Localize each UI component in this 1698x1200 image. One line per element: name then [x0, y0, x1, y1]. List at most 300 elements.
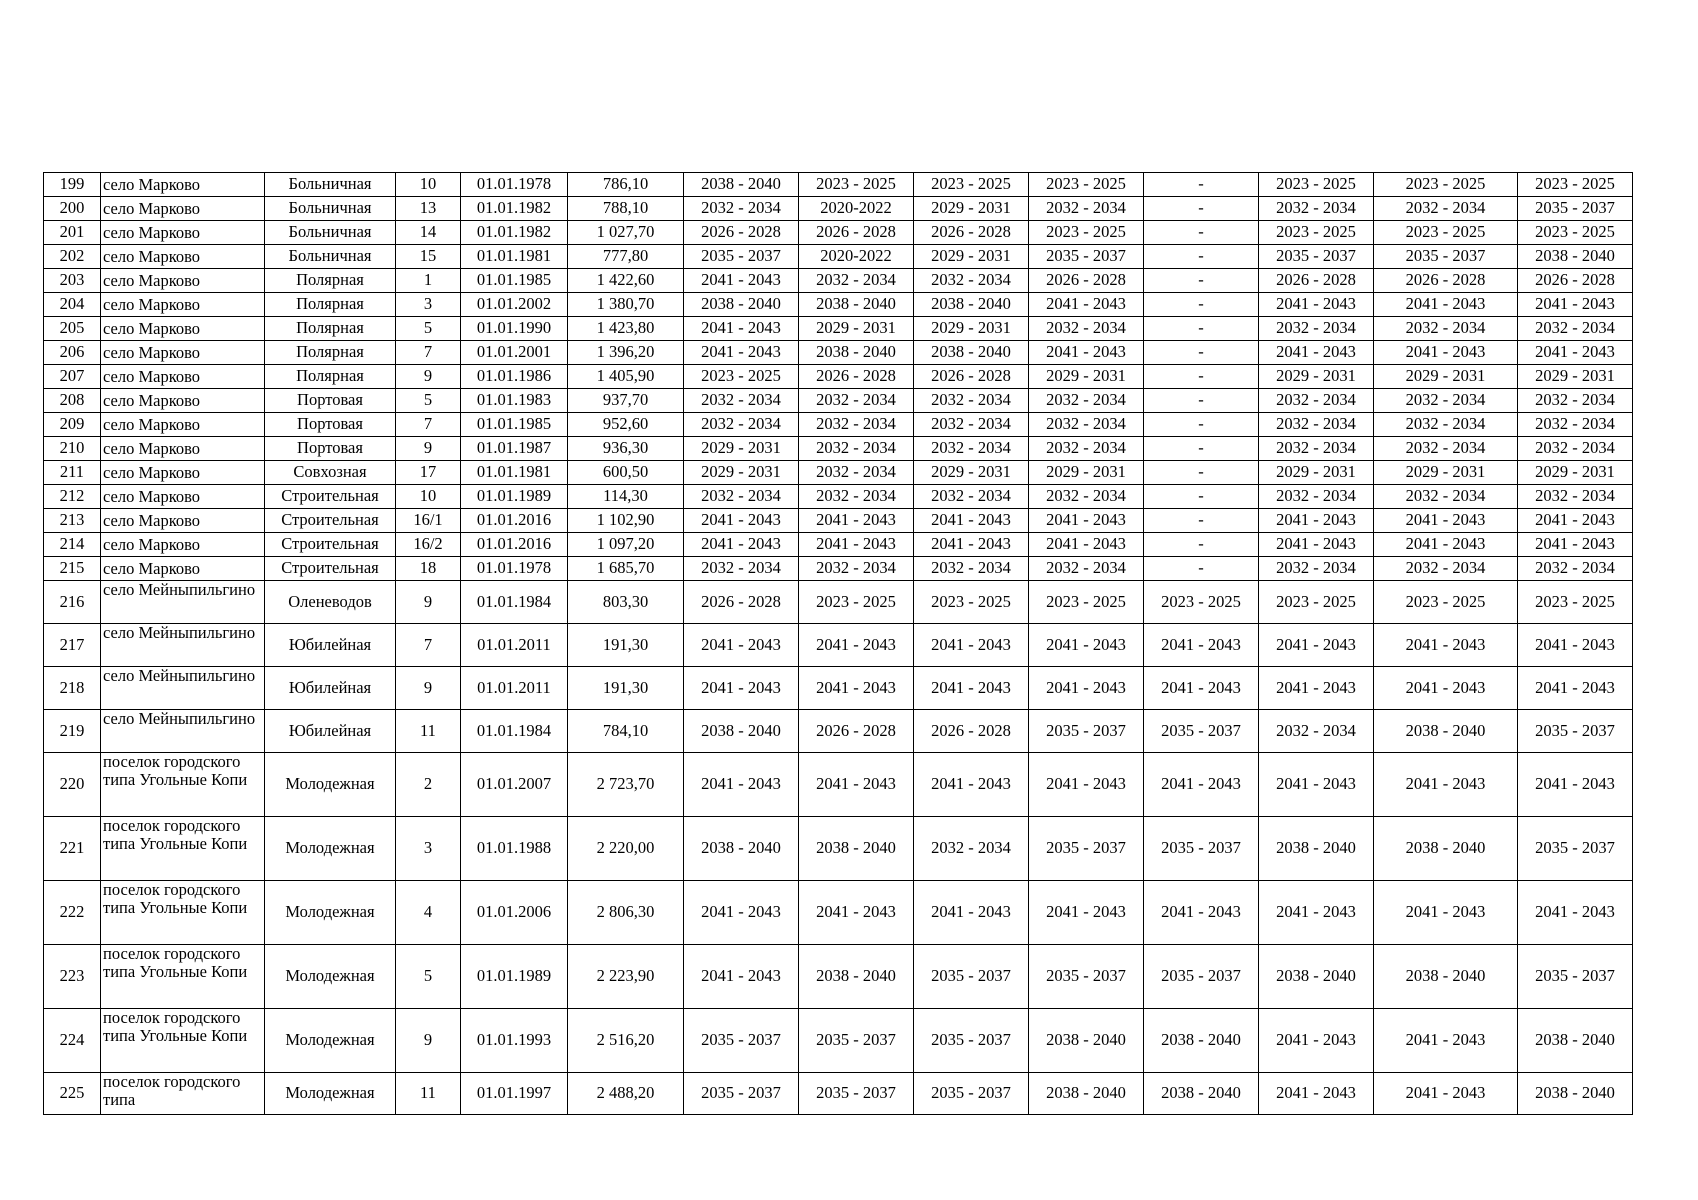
row-number-cell: 211	[44, 461, 101, 485]
area-cell: 1 027,70	[568, 221, 684, 245]
table-row	[44, 753, 1633, 817]
housing-repair-schedule-table	[43, 172, 1633, 1115]
repair-period-cell: 2035 - 2037	[914, 945, 1029, 1009]
repair-period-cell: 2041 - 2043	[1259, 624, 1374, 667]
repair-period-cell: 2038 - 2040	[1518, 1073, 1633, 1115]
row-number-cell: 200	[44, 197, 101, 221]
house-number-cell: 7	[396, 413, 461, 437]
repair-period-cell: 2041 - 2043	[1518, 293, 1633, 317]
repair-period-cell: 2032 - 2034	[1029, 197, 1144, 221]
repair-period-cell: 2029 - 2031	[684, 437, 799, 461]
row-number-cell: 208	[44, 389, 101, 413]
repair-period-cell: 2041 - 2043	[799, 509, 914, 533]
repair-period-cell: 2035 - 2037	[1144, 817, 1259, 881]
repair-period-cell: 2023 - 2025	[1029, 221, 1144, 245]
repair-period-cell: 2029 - 2031	[684, 461, 799, 485]
row-number-cell: 223	[44, 945, 101, 1009]
repair-period-cell: 2032 - 2034	[1029, 413, 1144, 437]
repair-period-cell: 2032 - 2034	[1259, 317, 1374, 341]
street-cell: Строительная	[265, 557, 396, 581]
repair-period-cell: 2026 - 2028	[1374, 269, 1518, 293]
commissioning-date-cell: 01.01.1986	[461, 365, 568, 389]
table-row	[44, 317, 1633, 341]
repair-period-cell: 2032 - 2034	[799, 389, 914, 413]
repair-period-cell: 2041 - 2043	[1518, 341, 1633, 365]
repair-period-cell: 2023 - 2025	[1374, 173, 1518, 197]
repair-period-cell: 2035 - 2037	[1029, 710, 1144, 753]
repair-period-cell: 2038 - 2040	[799, 293, 914, 317]
house-number-cell: 15	[396, 245, 461, 269]
repair-period-cell: 2023 - 2025	[684, 365, 799, 389]
commissioning-date-cell: 01.01.1984	[461, 710, 568, 753]
repair-period-cell: 2041 - 2043	[684, 533, 799, 557]
repair-period-cell: 2041 - 2043	[684, 667, 799, 710]
settlement-cell: село Марково	[101, 245, 265, 269]
repair-period-cell: 2041 - 2043	[799, 533, 914, 557]
repair-period-cell: 2041 - 2043	[914, 624, 1029, 667]
repair-period-cell: 2041 - 2043	[1374, 509, 1518, 533]
settlement-cell: село Марково	[101, 557, 265, 581]
repair-period-cell: 2035 - 2037	[914, 1073, 1029, 1115]
table-row	[44, 173, 1633, 197]
table-row	[44, 221, 1633, 245]
repair-period-cell: 2032 - 2034	[1029, 389, 1144, 413]
area-cell: 777,80	[568, 245, 684, 269]
area-cell: 788,10	[568, 197, 684, 221]
street-cell: Строительная	[265, 533, 396, 557]
row-number-cell: 213	[44, 509, 101, 533]
commissioning-date-cell: 01.01.2006	[461, 881, 568, 945]
repair-period-cell: 2032 - 2034	[1518, 485, 1633, 509]
area-cell: 784,10	[568, 710, 684, 753]
repair-period-cell: 2020-2022	[799, 197, 914, 221]
repair-period-cell: -	[1144, 317, 1259, 341]
street-cell: Оленеводов	[265, 581, 396, 624]
house-number-cell: 5	[396, 317, 461, 341]
repair-period-cell: 2041 - 2043	[1374, 533, 1518, 557]
repair-period-cell: 2023 - 2025	[1259, 221, 1374, 245]
repair-period-cell: 2041 - 2043	[1029, 624, 1144, 667]
commissioning-date-cell: 01.01.1983	[461, 389, 568, 413]
repair-period-cell: 2032 - 2034	[799, 413, 914, 437]
repair-period-cell: 2041 - 2043	[684, 881, 799, 945]
repair-period-cell: 2032 - 2034	[799, 485, 914, 509]
street-cell: Юбилейная	[265, 667, 396, 710]
repair-period-cell: 2038 - 2040	[1029, 1009, 1144, 1073]
area-cell: 1 422,60	[568, 269, 684, 293]
row-number-cell: 214	[44, 533, 101, 557]
settlement-cell: село Марково	[101, 317, 265, 341]
table-row	[44, 557, 1633, 581]
repair-period-cell: 2035 - 2037	[1518, 197, 1633, 221]
repair-period-cell: 2029 - 2031	[914, 245, 1029, 269]
repair-period-cell: 2032 - 2034	[684, 389, 799, 413]
repair-period-cell: 2032 - 2034	[684, 413, 799, 437]
house-number-cell: 9	[396, 1009, 461, 1073]
repair-period-cell: 2023 - 2025	[914, 173, 1029, 197]
repair-period-cell: 2038 - 2040	[1518, 245, 1633, 269]
repair-period-cell: 2029 - 2031	[914, 461, 1029, 485]
repair-period-cell: 2041 - 2043	[914, 533, 1029, 557]
area-cell: 803,30	[568, 581, 684, 624]
repair-period-cell: 2038 - 2040	[684, 293, 799, 317]
repair-period-cell: 2041 - 2043	[684, 269, 799, 293]
repair-period-cell: 2032 - 2034	[1029, 557, 1144, 581]
commissioning-date-cell: 01.01.1988	[461, 817, 568, 881]
repair-period-cell: 2041 - 2043	[1518, 881, 1633, 945]
house-number-cell: 16/1	[396, 509, 461, 533]
repair-period-cell: 2041 - 2043	[1029, 667, 1144, 710]
repair-period-cell: 2023 - 2025	[799, 581, 914, 624]
repair-period-cell: 2035 - 2037	[1259, 245, 1374, 269]
house-number-cell: 11	[396, 710, 461, 753]
repair-period-cell: 2026 - 2028	[1518, 269, 1633, 293]
house-number-cell: 2	[396, 753, 461, 817]
repair-period-cell: 2029 - 2031	[1518, 365, 1633, 389]
repair-period-cell: 2035 - 2037	[1144, 710, 1259, 753]
repair-period-cell: 2032 - 2034	[1518, 389, 1633, 413]
repair-period-cell: 2041 - 2043	[914, 753, 1029, 817]
house-number-cell: 7	[396, 341, 461, 365]
street-cell: Больничная	[265, 197, 396, 221]
row-number-cell: 210	[44, 437, 101, 461]
repair-period-cell: 2038 - 2040	[1029, 1073, 1144, 1115]
repair-period-cell: 2032 - 2034	[1259, 485, 1374, 509]
row-number-cell: 215	[44, 557, 101, 581]
repair-period-cell: -	[1144, 173, 1259, 197]
repair-period-cell: 2023 - 2025	[1259, 581, 1374, 624]
repair-period-cell: 2035 - 2037	[1518, 817, 1633, 881]
area-cell: 936,30	[568, 437, 684, 461]
repair-period-cell: 2029 - 2031	[1374, 461, 1518, 485]
settlement-cell: село Мейныпильгино	[101, 581, 265, 624]
commissioning-date-cell: 01.01.1985	[461, 269, 568, 293]
area-cell: 952,60	[568, 413, 684, 437]
area-cell: 937,70	[568, 389, 684, 413]
repair-period-cell: 2038 - 2040	[684, 817, 799, 881]
repair-period-cell: 2041 - 2043	[684, 317, 799, 341]
repair-period-cell: 2041 - 2043	[1374, 1073, 1518, 1115]
commissioning-date-cell: 01.01.2016	[461, 509, 568, 533]
repair-period-cell: 2023 - 2025	[1259, 173, 1374, 197]
area-cell: 600,50	[568, 461, 684, 485]
commissioning-date-cell: 01.01.2016	[461, 533, 568, 557]
repair-period-cell: 2035 - 2037	[799, 1073, 914, 1115]
settlement-cell: поселок городского типа Угольные Копи	[101, 753, 265, 817]
commissioning-date-cell: 01.01.1990	[461, 317, 568, 341]
house-number-cell: 9	[396, 365, 461, 389]
repair-period-cell: 2032 - 2034	[1374, 437, 1518, 461]
settlement-cell: село Марково	[101, 389, 265, 413]
repair-period-cell: 2041 - 2043	[1259, 293, 1374, 317]
repair-period-cell: 2038 - 2040	[1259, 817, 1374, 881]
table-row	[44, 461, 1633, 485]
repair-period-cell: 2023 - 2025	[1518, 173, 1633, 197]
repair-period-cell: 2041 - 2043	[1374, 667, 1518, 710]
street-cell: Больничная	[265, 221, 396, 245]
area-cell: 191,30	[568, 667, 684, 710]
area-cell: 1 685,70	[568, 557, 684, 581]
repair-period-cell: 2020-2022	[799, 245, 914, 269]
settlement-cell: село Мейныпильгино	[101, 710, 265, 753]
repair-period-cell: 2023 - 2025	[799, 173, 914, 197]
repair-period-cell: -	[1144, 365, 1259, 389]
repair-period-cell: 2032 - 2034	[1259, 197, 1374, 221]
repair-period-cell: 2032 - 2034	[1374, 197, 1518, 221]
repair-period-cell: 2032 - 2034	[1029, 317, 1144, 341]
house-number-cell: 5	[396, 389, 461, 413]
repair-period-cell: 2032 - 2034	[1259, 389, 1374, 413]
repair-period-cell: 2026 - 2028	[799, 365, 914, 389]
repair-period-cell: 2035 - 2037	[684, 245, 799, 269]
table-row	[44, 817, 1633, 881]
repair-period-cell: 2041 - 2043	[1144, 667, 1259, 710]
repair-period-cell: 2035 - 2037	[1029, 945, 1144, 1009]
repair-period-cell: 2029 - 2031	[1374, 365, 1518, 389]
table-row	[44, 881, 1633, 945]
repair-period-cell: 2029 - 2031	[799, 317, 914, 341]
repair-period-cell: -	[1144, 533, 1259, 557]
settlement-cell: село Марково	[101, 485, 265, 509]
area-cell: 1 423,80	[568, 317, 684, 341]
commissioning-date-cell: 01.01.2011	[461, 667, 568, 710]
table-row	[44, 269, 1633, 293]
repair-period-cell: 2029 - 2031	[914, 317, 1029, 341]
repair-period-cell: 2038 - 2040	[1374, 710, 1518, 753]
settlement-cell: поселок городского типа Угольные Копи	[101, 817, 265, 881]
area-cell: 2 223,90	[568, 945, 684, 1009]
repair-period-cell: 2029 - 2031	[1259, 461, 1374, 485]
area-cell: 114,30	[568, 485, 684, 509]
table-row	[44, 365, 1633, 389]
repair-period-cell: 2032 - 2034	[799, 269, 914, 293]
commissioning-date-cell: 01.01.1981	[461, 245, 568, 269]
repair-period-cell: 2041 - 2043	[1029, 293, 1144, 317]
repair-period-cell: 2041 - 2043	[1259, 753, 1374, 817]
settlement-cell: село Марково	[101, 221, 265, 245]
repair-period-cell: 2032 - 2034	[684, 557, 799, 581]
repair-period-cell: -	[1144, 557, 1259, 581]
repair-period-cell: 2035 - 2037	[1374, 245, 1518, 269]
house-number-cell: 16/2	[396, 533, 461, 557]
table-row	[44, 945, 1633, 1009]
repair-period-cell: -	[1144, 437, 1259, 461]
repair-period-cell: -	[1144, 509, 1259, 533]
row-number-cell: 202	[44, 245, 101, 269]
row-number-cell: 204	[44, 293, 101, 317]
repair-period-cell: 2035 - 2037	[1518, 710, 1633, 753]
repair-period-cell: 2041 - 2043	[799, 667, 914, 710]
repair-period-cell: -	[1144, 413, 1259, 437]
repair-period-cell: 2038 - 2040	[799, 817, 914, 881]
settlement-cell: село Марково	[101, 509, 265, 533]
repair-period-cell: 2041 - 2043	[684, 341, 799, 365]
commissioning-date-cell: 01.01.1984	[461, 581, 568, 624]
street-cell: Строительная	[265, 485, 396, 509]
repair-period-cell: 2035 - 2037	[684, 1073, 799, 1115]
repair-period-cell: 2038 - 2040	[684, 173, 799, 197]
commissioning-date-cell: 01.01.1978	[461, 173, 568, 197]
repair-period-cell: 2023 - 2025	[1374, 581, 1518, 624]
street-cell: Молодежная	[265, 1009, 396, 1073]
repair-period-cell: 2041 - 2043	[799, 881, 914, 945]
repair-period-cell: 2032 - 2034	[1518, 317, 1633, 341]
commissioning-date-cell: 01.01.2001	[461, 341, 568, 365]
street-cell: Молодежная	[265, 881, 396, 945]
repair-period-cell: 2029 - 2031	[1518, 461, 1633, 485]
repair-period-cell: 2032 - 2034	[1374, 557, 1518, 581]
repair-period-cell: 2029 - 2031	[914, 197, 1029, 221]
commissioning-date-cell: 01.01.2002	[461, 293, 568, 317]
repair-period-cell: 2029 - 2031	[1029, 461, 1144, 485]
repair-period-cell: 2023 - 2025	[1518, 221, 1633, 245]
repair-period-cell: 2023 - 2025	[1374, 221, 1518, 245]
repair-period-cell: 2041 - 2043	[914, 509, 1029, 533]
settlement-cell: село Марково	[101, 197, 265, 221]
table-row	[44, 533, 1633, 557]
house-number-cell: 11	[396, 1073, 461, 1115]
table-row	[44, 710, 1633, 753]
street-cell: Юбилейная	[265, 710, 396, 753]
repair-period-cell: 2035 - 2037	[1144, 945, 1259, 1009]
table-row	[44, 667, 1633, 710]
repair-period-cell: 2038 - 2040	[684, 710, 799, 753]
settlement-cell: село Марково	[101, 173, 265, 197]
row-number-cell: 212	[44, 485, 101, 509]
repair-period-cell: 2026 - 2028	[1029, 269, 1144, 293]
repair-period-cell: -	[1144, 485, 1259, 509]
commissioning-date-cell: 01.01.1993	[461, 1009, 568, 1073]
repair-period-cell: 2032 - 2034	[799, 437, 914, 461]
repair-period-cell: 2035 - 2037	[1518, 945, 1633, 1009]
street-cell: Портовая	[265, 437, 396, 461]
repair-period-cell: 2032 - 2034	[1259, 710, 1374, 753]
house-number-cell: 10	[396, 173, 461, 197]
repair-period-cell: -	[1144, 293, 1259, 317]
commissioning-date-cell: 01.01.1982	[461, 221, 568, 245]
table-row	[44, 293, 1633, 317]
row-number-cell: 221	[44, 817, 101, 881]
area-cell: 191,30	[568, 624, 684, 667]
repair-period-cell: 2041 - 2043	[1518, 753, 1633, 817]
repair-period-cell: 2032 - 2034	[914, 817, 1029, 881]
table-body	[44, 173, 1633, 1115]
repair-period-cell: 2026 - 2028	[1259, 269, 1374, 293]
settlement-cell: село Марково	[101, 461, 265, 485]
repair-period-cell: 2023 - 2025	[1144, 581, 1259, 624]
house-number-cell: 9	[396, 667, 461, 710]
repair-period-cell: 2032 - 2034	[914, 269, 1029, 293]
repair-period-cell: 2023 - 2025	[1029, 581, 1144, 624]
street-cell: Молодежная	[265, 1073, 396, 1115]
commissioning-date-cell: 01.01.2007	[461, 753, 568, 817]
repair-period-cell: 2038 - 2040	[914, 341, 1029, 365]
repair-period-cell: 2026 - 2028	[799, 710, 914, 753]
repair-period-cell: 2029 - 2031	[1029, 365, 1144, 389]
repair-period-cell: 2038 - 2040	[1374, 817, 1518, 881]
repair-period-cell: 2041 - 2043	[1259, 509, 1374, 533]
area-cell: 1 396,20	[568, 341, 684, 365]
table-row	[44, 509, 1633, 533]
repair-period-cell: 2038 - 2040	[799, 341, 914, 365]
area-cell: 2 806,30	[568, 881, 684, 945]
repair-period-cell: 2026 - 2028	[799, 221, 914, 245]
repair-period-cell: 2035 - 2037	[799, 1009, 914, 1073]
repair-period-cell: 2041 - 2043	[1259, 667, 1374, 710]
repair-period-cell: 2032 - 2034	[684, 197, 799, 221]
repair-period-cell: -	[1144, 269, 1259, 293]
house-number-cell: 4	[396, 881, 461, 945]
repair-period-cell: 2041 - 2043	[1259, 533, 1374, 557]
repair-period-cell: 2029 - 2031	[1259, 365, 1374, 389]
repair-period-cell: 2041 - 2043	[1029, 509, 1144, 533]
repair-period-cell: 2032 - 2034	[684, 485, 799, 509]
row-number-cell: 218	[44, 667, 101, 710]
row-number-cell: 224	[44, 1009, 101, 1073]
repair-period-cell: 2032 - 2034	[1374, 413, 1518, 437]
street-cell: Полярная	[265, 317, 396, 341]
settlement-cell: село Мейныпильгино	[101, 624, 265, 667]
repair-period-cell: 2032 - 2034	[1259, 413, 1374, 437]
settlement-cell: село Марково	[101, 365, 265, 389]
repair-period-cell: 2023 - 2025	[1029, 173, 1144, 197]
repair-period-cell: 2032 - 2034	[1518, 557, 1633, 581]
repair-period-cell: 2026 - 2028	[684, 581, 799, 624]
street-cell: Молодежная	[265, 945, 396, 1009]
house-number-cell: 10	[396, 485, 461, 509]
area-cell: 786,10	[568, 173, 684, 197]
repair-period-cell: -	[1144, 461, 1259, 485]
repair-period-cell: 2041 - 2043	[1374, 753, 1518, 817]
repair-period-cell: 2032 - 2034	[1374, 485, 1518, 509]
area-cell: 1 405,90	[568, 365, 684, 389]
row-number-cell: 222	[44, 881, 101, 945]
repair-period-cell: 2023 - 2025	[914, 581, 1029, 624]
repair-period-cell: -	[1144, 389, 1259, 413]
area-cell: 2 488,20	[568, 1073, 684, 1115]
commissioning-date-cell: 01.01.1982	[461, 197, 568, 221]
house-number-cell: 3	[396, 293, 461, 317]
repair-period-cell: 2032 - 2034	[1259, 437, 1374, 461]
repair-period-cell: 2041 - 2043	[1374, 624, 1518, 667]
repair-period-cell: 2041 - 2043	[1029, 753, 1144, 817]
repair-period-cell: 2038 - 2040	[799, 945, 914, 1009]
settlement-cell: село Марково	[101, 533, 265, 557]
repair-period-cell: -	[1144, 197, 1259, 221]
row-number-cell: 207	[44, 365, 101, 389]
repair-period-cell: 2032 - 2034	[1029, 437, 1144, 461]
row-number-cell: 201	[44, 221, 101, 245]
repair-period-cell: 2041 - 2043	[684, 753, 799, 817]
repair-period-cell: 2026 - 2028	[914, 710, 1029, 753]
repair-period-cell: 2038 - 2040	[914, 293, 1029, 317]
repair-period-cell: -	[1144, 221, 1259, 245]
repair-period-cell: 2032 - 2034	[1374, 317, 1518, 341]
house-number-cell: 13	[396, 197, 461, 221]
repair-period-cell: 2032 - 2034	[1518, 437, 1633, 461]
street-cell: Полярная	[265, 269, 396, 293]
area-cell: 1 097,20	[568, 533, 684, 557]
row-number-cell: 203	[44, 269, 101, 293]
house-number-cell: 18	[396, 557, 461, 581]
row-number-cell: 217	[44, 624, 101, 667]
row-number-cell: 205	[44, 317, 101, 341]
commissioning-date-cell: 01.01.2011	[461, 624, 568, 667]
street-cell: Строительная	[265, 509, 396, 533]
settlement-cell: поселок городского типа	[101, 1073, 265, 1115]
repair-period-cell: 2041 - 2043	[1374, 1009, 1518, 1073]
repair-period-cell: 2041 - 2043	[1518, 667, 1633, 710]
